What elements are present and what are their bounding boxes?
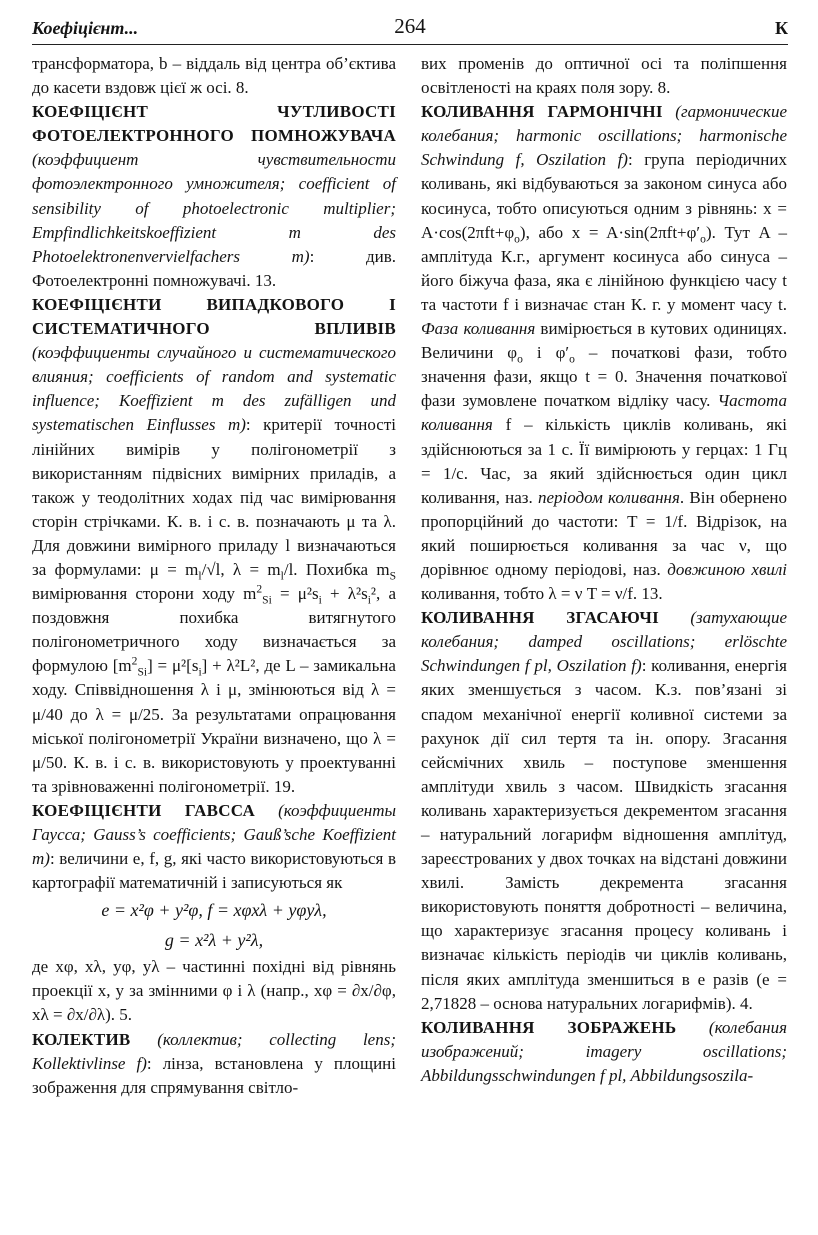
page-header: [32, 12, 788, 45]
entry-image-oscillations: [421, 1016, 787, 1088]
continued-text: вих променів до оптичної осі та поліпшення освітленості на краях поля зору. 8.: [421, 54, 787, 98]
formula-explanation: де xφ, xλ, yφ, yλ – частинні похідні від рівнянь проекції x, y за змінними φ і λ (напр., xφ = ∂x/∂φ, xλ = ∂x/∂λ). 5.: [32, 957, 396, 1025]
entry-term: КОЛИВАННЯ ГАРМОНІЧНІ: [421, 102, 663, 122]
entry-harmonic-oscillations: [421, 100, 787, 606]
entry-translations: (коллектив; collecting lens; Kollektivlinse f): [32, 1029, 396, 1073]
entry-definition: : група періодичних коливань, які відбуваються за законом синуса або косинуса, тобто описуються одним з рівнянь: $x = A\cdot\cos(2\pi ft+\varphi_o)$, або $x = A\cdot\sin(2\pi ft+\varphi'_o)$. Тут A – амплітуда К.г., аргумент косинуса або синуса – його біжуча фаза, яка є лінійною функцією часу t та частоти f і визначає стан К. г. у момент часу t. Фаза коливання вимірюється в кутових одиницях. Величини $\varphi_o$ і $\varphi'_o$ – початкові фази, тобто значення фази, якщо t = 0. Значення початкової фази зумовлене початком відліку часу. Частота коливання f – кількість циклів коливань, які здійснюються за 1 с. Її вимірюють у герцах: 1 Гц = 1/с. Час, за який здійснюється один цикл коливання, наз. періодом коливання. Він обернено пропорційний до частоти: T = 1/f. Відрізок, на який поширюється коливання за час ν, що дорівнює одному періодові, наз. довжиною хвилі коливання, тобто λ = ν T = ν/f. 13.: [421, 150, 787, 604]
entry-term: КОЕФІЦІЄНТИ ГАВССА: [32, 800, 255, 820]
entry-random-systematic-coefficients: [32, 293, 396, 799]
entry-term: КОЛИВАННЯ ЗОБРАЖЕНЬ: [421, 1017, 677, 1037]
right-column: [421, 52, 787, 1088]
continued-text: трансформатора, b – віддаль від центра об’єктива до касети вздовж цієї ж осі. 8.: [32, 54, 396, 98]
entry-definition: : див. Фотоелектронні помножувачі. 13.: [32, 246, 397, 290]
formula-e-f: e = x²φ + y²φ, f = xφxλ + yφyλ,: [101, 900, 327, 921]
entry-gauss-coefficients: [32, 799, 396, 895]
entry-damped-oscillations: [421, 606, 787, 1016]
entry-translations: (гармонические колебания; harmonic oscillations; harmonische Schwindung f, Oszilation f): [421, 102, 787, 170]
entry-definition: : лінза, встановлена у площині зображення для спрямування світло-: [32, 1053, 397, 1097]
entry-definition: : коливання, енергія яких зменшується з часом. К.з. пов’язані зі спадом механічної енергії коливної системи за рахунок дії сил тертя та ін. опору. Згасання сейсмічних хвиль – поступове зменшення амплітуди хвиль з часом. Швидкість згасання коливань характеризується декрементом згасання – натуральний логарифм відношення амплітуд, зареєстрованих у двох точках на відстані довжини хвилі. Замість декремента згасання використовують поняття добротності – величина, що характеризує згасання процесу коливань і визначає кількість періодів чи циклів коливань, після яких амплітуда зменшиться в e разів (e = 2,71828 – основа натуральних логарифмів). 4.: [421, 656, 788, 1013]
entry-definition: : величини e, f, g, які часто використовуються в картографії математичній і записуються як: [32, 849, 396, 893]
entry-translations: (коэффициенты Гаусса; Gauss’s coefficients; Gauß’sche Koeffizient m): [32, 800, 397, 869]
entry-term: КОЕФІЦІЄНТ ЧУТЛИВОСТІ ФОТОЕЛЕКТРОННОГО ПОМНОЖУВАЧА: [32, 102, 396, 146]
entry-collective-lens: [32, 1028, 396, 1100]
entry-translations: (затухающие колебания; damped oscillations; erlöschte Schwindungen f pl, Oszilation f): [421, 608, 787, 676]
formula-g: g = x²λ + y²λ,: [164, 930, 264, 951]
entry-translations: (колебания изображений; imagery oscillations; Abbildungsschwindungen f pl, Abbildungsoszila-: [421, 1017, 787, 1085]
entry-translations: (коэффициенты случайного и систематического влияния; coefficients of random and systematic influence; Koeffizient m des zufälligen und systematischen Einflusses m): [32, 343, 396, 435]
left-column: [32, 52, 396, 1100]
entry-definition: : критерії точності лінійних вимірів у полігонометрії з використанням підвісних вимірних приладів, а також у теодолітних ходах під час вимірювання сторін стрічками. К. в. і с. в. позначають μ та λ. Для довжини вимірного приладу l визначаються за формулами: $\mu = m_l/√l$, $\lambda = m_l/l$. Похибка $m_S$ вимірювання сторони ходу $m^2_{Si} = \mu^2s_i + \lambda^2s_i^2$, а поздовжня похибка витягнутого полігонометричного ходу визначається за формулою $[m^2_{Si}] = \mu^2[s_i] + \lambda^2L^2$, де L – замикальна ходу. Співвідношення λ і μ, змінюються від λ = μ/40 до λ = μ/25. За результатами опрацювання міської полігонометрії України визначено, що λ = μ/50. К. в. і с. в. використовують у проектуванні та зрівноваженні полігонометрії. 19.: [32, 415, 396, 796]
page-number: 264: [394, 14, 426, 38]
entry-term: КОЛИВАННЯ ЗГАСАЮЧІ: [421, 608, 659, 628]
entry-translations: (коэффициент чувствительности фотоэлектронного умножителя; coefficient of sensibility of photoelectronic multiplier; Empfindlichkeitskoeffizient m des Photoelektronenvervielfachers m): [32, 150, 396, 266]
entry-term: КОЕФІЦІЄНТИ ВИПАДКОВОГО І СИСТЕМАТИЧНОГО ВПЛИВІВ: [32, 294, 396, 339]
entry-photomultiplier-coefficient: [32, 100, 396, 293]
running-head: Коефіцієнт...: [32, 18, 139, 38]
section-letter: К: [774, 18, 788, 38]
entry-term: КОЛЕКТИВ: [32, 1029, 131, 1049]
